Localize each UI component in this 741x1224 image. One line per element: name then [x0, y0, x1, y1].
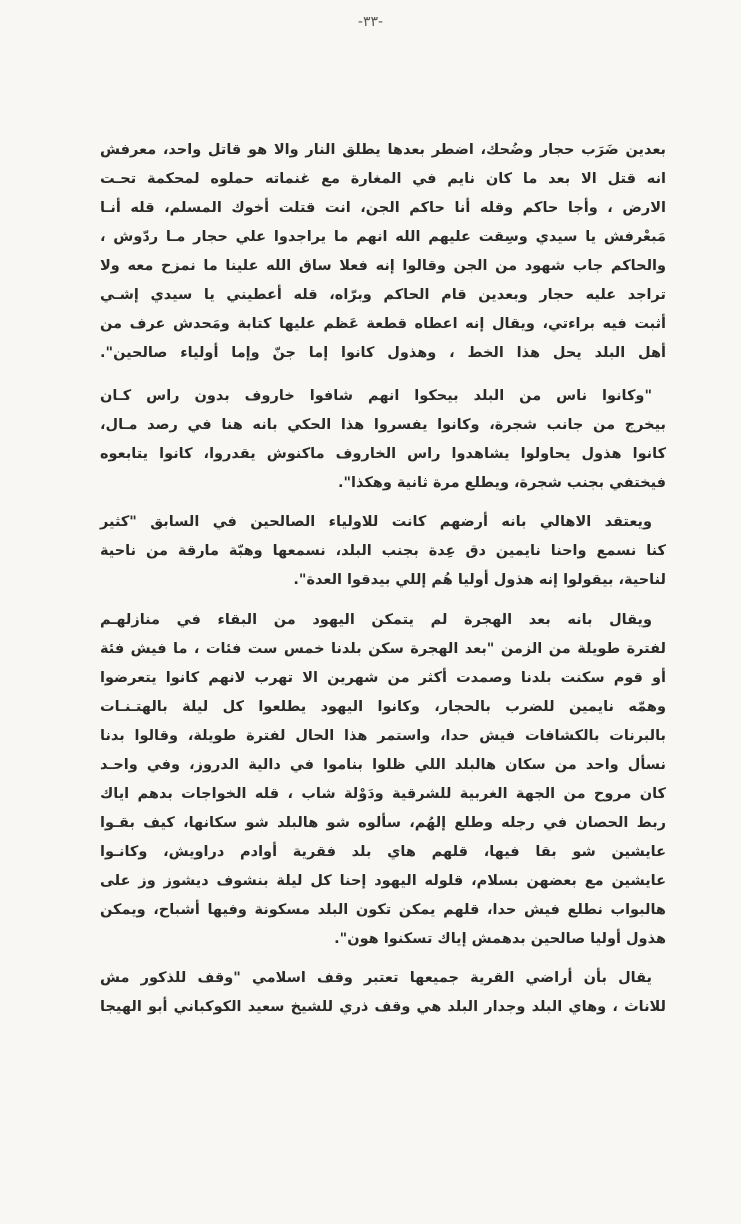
text-line: لفترة طويلة من الزمن "بعد الهجرة سكن بلدنا خمس ست فئات ، ما فيش فئة	[100, 641, 666, 657]
page-number: -٣٣-	[357, 14, 384, 30]
text-line: تراجد عليه حجار وبعدين قام الحاكم وبرّاه، قله أعطيني يا سيدي إشـي	[100, 287, 666, 303]
text-line: عايشين شو بقا فيها، قلهم هاي بلد فقرية أوادم دراويش، وكانـوا	[100, 844, 666, 860]
text-line: "وكانوا ناس من البلد بيحكوا انهم شافوا خاروف بدون راس كـان	[100, 388, 652, 404]
text-line: يقال بأن أراضي القرية جميعها تعتبر وقف اسلامي "وقف للذكور مش	[100, 970, 652, 986]
text-line: ويقال بانه بعد الهجرة لم يتمكن اليهود من البقاء في منازلهـم	[100, 612, 652, 628]
text-line: فيختفي بجنب شجرة، ويطلع مرة ثانية وهكذا".	[337, 475, 666, 491]
text-line: نسأل واحد من سكان هالبلد اللي ظلوا بناموا في دالية الدروز، وفي واحـد	[100, 757, 666, 773]
text-line: كنا نسمع واحنا نايمين دق عِدة بجنب البلد، نسمعها وهبّة مارقة من ناحية	[100, 543, 666, 559]
text-line: كانوا هذول يحاولوا يشاهدوا راس الخاروف ماكنوش يقدروا، كانوا يتابعوه	[100, 446, 666, 462]
text-line: لناحية، بيقولوا إنه هذول أوليا هُم إللي بيدقوا العدة".	[293, 572, 666, 588]
text-line: مَبعْرفش يا سيدي وسِقت عليهم الله انهم ما يراجدوا علي حجار مـا ردّوش ،	[100, 229, 666, 245]
text-line: هذول أوليا صالحين بدهمش إياك تسكنوا هون".	[334, 931, 666, 947]
text-line: كان مروح من الجهة الغربية للشرقية ودَوْلة شاب ، قله الخواجات بدهم اياك	[100, 786, 666, 802]
text-line: هالبواب نطلع فيش حدا، قلهم يمكن تكون البلد مسكونة وفيها أشباح، ويمكن	[100, 902, 666, 918]
text-line: للاناث ، وهاي البلد وجدار البلد هي وقف ذري للشيخ سعيد الكوكباني أبو الهيجا	[100, 999, 666, 1015]
text-line: انه قتل الا بعد ما كان نايم في المغارة مع غنماته حملوه لمحكمة تحـت	[100, 171, 666, 187]
text-line: ربط الحصان في رجله وطلع إلهُم، سألوه شو هالبلد شو سكانها، كيف بقـوا	[100, 815, 666, 831]
text-line: بالبرنات بالكشافات فيش حدا، واستمر هذا الحال لفترة طويلة، وقالوا بدنا	[100, 728, 666, 744]
text-line: أهل البلد يحل هذا الخط ، وهذول كانوا إما جنّ وإما أولياء صالحين".	[100, 345, 666, 361]
text-line: الارض ، وأجا حاكم وقله أنا حاكم الجن، انت قتلت أخوك المسلم، قله أنـا	[100, 200, 666, 216]
text-line: والحاكم جاب شهود من الجن وقالوا إنه فعلا ساق الله علينا ما نمزح معه ولا	[100, 258, 666, 274]
text-line: ويعتقد الاهالي بانه أرضهم كانت للاولياء الصالحين في السابق "كثير	[100, 514, 652, 530]
text-line: بعدين ضَرَب حجار وضُحك، اضطر بعدها يطلق النار والا هو قاتل واحد، معرفش	[100, 142, 666, 158]
text-line: وهمّه نايمين للضرب بالحجار، وكانوا اليهود يطلعوا كل ليلة بالهتـنـات	[100, 699, 666, 715]
text-line: أو قوم سكنت بلدنا وصمدت أكثر من شهرين الا تهرب لانهم كانوا يتعرضوا	[100, 670, 666, 686]
text-line: عايشين مع بعضهن بسلام، قلوله اليهود إحنا كل ليلة بنشوف ديشوز وز على	[100, 873, 666, 889]
text-line: أثبت فيه براءتي، ويقال إنه اعطاه قطعة عَظم عليها كتابة ومَحدش عرف من	[100, 316, 666, 332]
text-line: بيخرج من جانب شجرة، وكانوا يفسروا هذا الحكي بانه هنا في رصد مـال،	[100, 417, 666, 433]
